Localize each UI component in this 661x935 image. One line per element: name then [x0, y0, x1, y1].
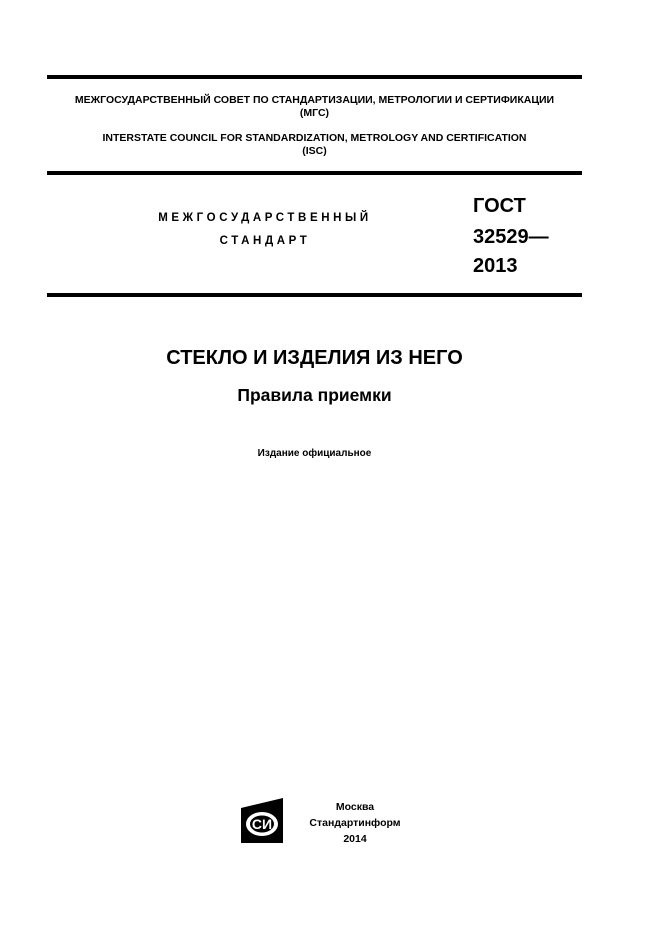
council-en-abbr: (ISC) — [302, 145, 327, 157]
council-ru-abbr: (МГС) — [299, 107, 330, 119]
imprint-year: 2014 — [343, 833, 367, 845]
standard-type-line2: СТАНДАРТ — [219, 235, 311, 247]
gost-year: 2013 — [473, 255, 518, 277]
document-subtitle: Правила приемки — [237, 385, 392, 405]
imprint-publisher: Стандартинформ — [309, 817, 401, 829]
header-rule — [47, 171, 582, 175]
designation-rule — [47, 293, 582, 297]
gost-number: 32529— — [473, 226, 549, 248]
logo-text: СИ — [251, 816, 273, 832]
council-en-name: INTERSTATE COUNCIL FOR STANDARDIZATION, METROLOGY AND CERTIFICATION — [102, 132, 527, 144]
standartinform-logo-icon — [237, 796, 287, 846]
council-ru-name: МЕЖГОСУДАРСТВЕННЫЙ СОВЕТ ПО СТАНДАРТИЗАЦИИ, МЕТРОЛОГИИ И СЕРТИФИКАЦИИ — [74, 94, 555, 106]
gost-prefix: ГОСТ — [473, 195, 526, 217]
edition-label: Издание официальное — [257, 448, 372, 459]
imprint-city: Москва — [335, 801, 375, 813]
top-rule — [47, 75, 582, 79]
document-title: СТЕКЛО И ИЗДЕЛИЯ ИЗ НЕГО — [166, 347, 463, 369]
standard-type-line1: МЕЖГОСУДАРСТВЕННЫЙ — [158, 212, 372, 224]
